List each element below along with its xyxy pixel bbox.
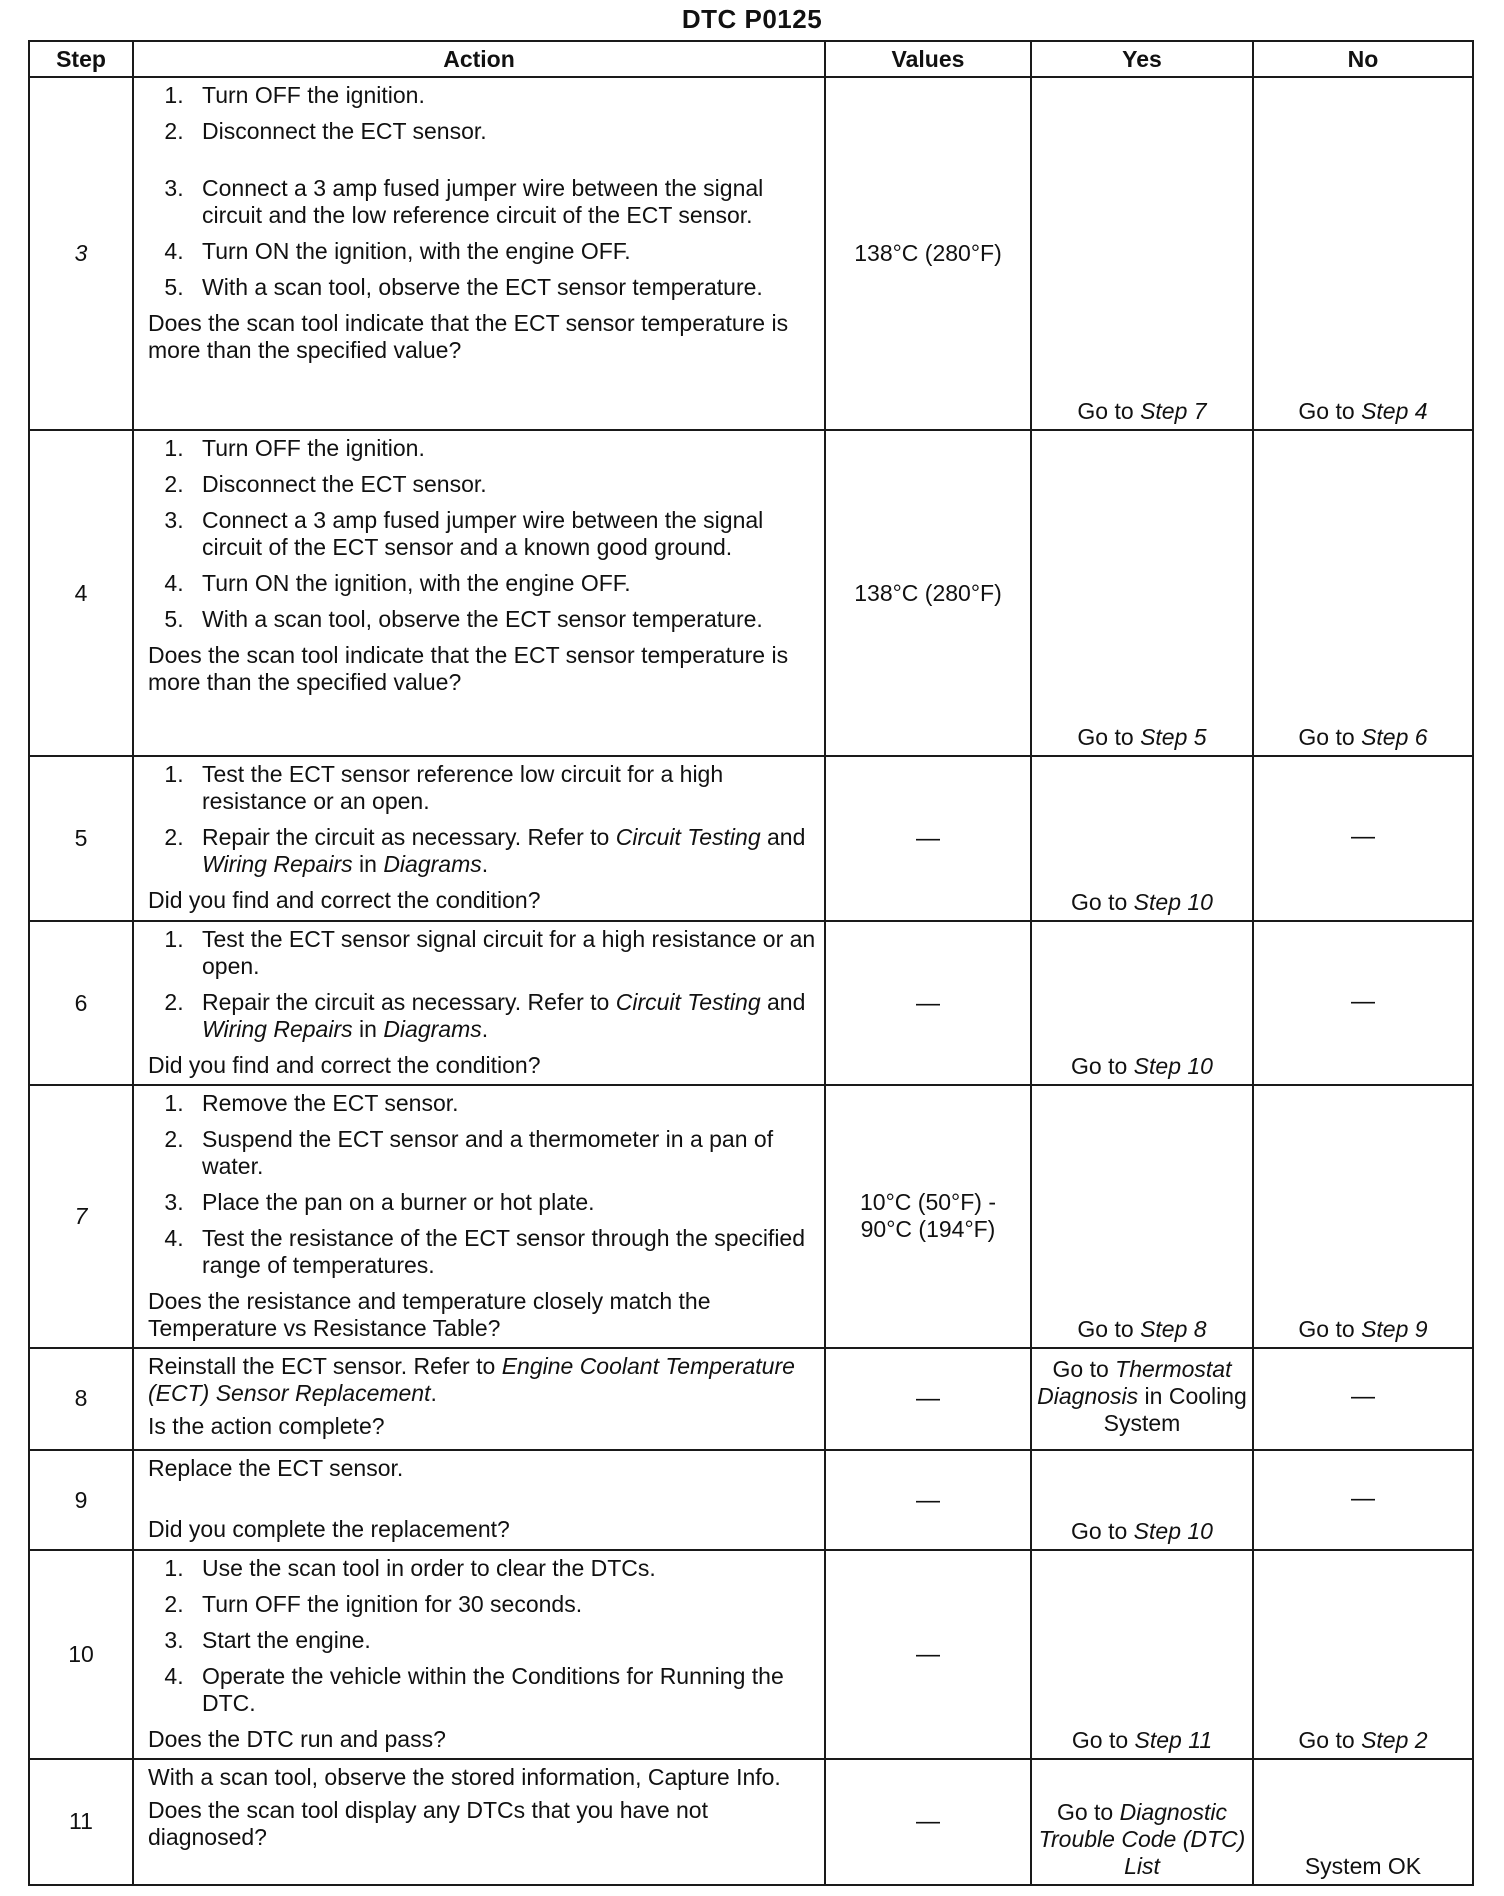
value-cell: —: [825, 1550, 1031, 1758]
action-cell: [133, 1550, 825, 1758]
table-row: [29, 77, 1473, 430]
header-row: [29, 41, 1473, 77]
reference-link[interactable]: Diagnostic Trouble Code (DTC) List: [1038, 1799, 1246, 1879]
value-cell: —: [825, 1759, 1031, 1885]
question: Does the DTC run and pass?: [148, 1726, 446, 1753]
yes-cell: [1031, 77, 1253, 430]
action-cell: [133, 921, 825, 1085]
value-cell: —: [825, 756, 1031, 920]
table-row: [29, 1550, 1473, 1758]
no-cell: —: [1253, 1348, 1473, 1450]
list-item: 4. Turn ON the ignition, with the engine OFF.: [190, 238, 816, 265]
action-cell: [133, 1348, 825, 1450]
page-title: DTC P0125: [681, 4, 823, 34]
reference-link[interactable]: Diagrams: [383, 851, 482, 878]
no-cell: —: [1253, 921, 1473, 1085]
goto-text: Go to: [1056, 1799, 1114, 1825]
list-item: 1. Turn OFF the ignition.: [190, 435, 816, 462]
step-number: 9: [29, 1450, 133, 1550]
step-link[interactable]: Step 7: [1140, 397, 1207, 424]
value-cell: —: [825, 1348, 1031, 1450]
list-item: 5. With a scan tool, observe the ECT sensor temperature.: [190, 274, 816, 301]
goto-text: Go to: [1071, 1518, 1128, 1545]
yes-cell: [1031, 1550, 1253, 1758]
question: Does the scan tool indicate that the ECT sensor temperature is more than the specified value?: [148, 310, 789, 363]
action-list: [148, 435, 816, 633]
reference-link[interactable]: Circuit Testing: [615, 988, 761, 1015]
list-item: 2. Suspend the ECT sensor and a thermometer in a pan of water.: [190, 1126, 816, 1180]
no-cell: —: [1253, 1450, 1473, 1550]
step-link[interactable]: Step 10: [1133, 1053, 1213, 1080]
step-number: 11: [29, 1759, 133, 1885]
step-link[interactable]: Step 8: [1140, 1315, 1207, 1342]
value-cell: 138°C (280°F): [825, 430, 1031, 757]
table-row: [29, 756, 1473, 920]
list-item: 1. Use the scan tool in order to clear the DTCs.: [190, 1555, 816, 1582]
action-text: Reinstall the ECT sensor. Refer to Engine Coolant Temperature (ECT) Sensor Replacement.: [148, 1352, 795, 1406]
action-cell: [133, 1085, 825, 1348]
goto-text: Go to: [1052, 1356, 1109, 1383]
list-item: 3. Place the pan on a burner or hot plate.: [190, 1189, 816, 1216]
question: Did you find and correct the condition?: [148, 1051, 541, 1078]
question: Does the scan tool indicate that the ECT sensor temperature is more than the specified value?: [148, 641, 789, 695]
question: Does the scan tool display any DTCs that you have not diagnosed?: [148, 1796, 708, 1850]
list-item: 2. Disconnect the ECT sensor.: [190, 471, 816, 498]
step-link[interactable]: Step 11: [1134, 1726, 1213, 1753]
question: Is the action complete?: [148, 1412, 385, 1439]
col-header-step: Step: [29, 41, 133, 77]
list-item: 3. Connect a 3 amp fused jumper wire between the signal circuit and the low reference circuit of the ECT sensor.: [190, 175, 816, 229]
no-cell: [1253, 430, 1473, 757]
action-cell: [133, 756, 825, 920]
list-item: 1. Test the ECT sensor signal circuit for a high resistance or an open.: [190, 926, 816, 980]
action-list: [148, 82, 816, 301]
goto-text: Go to: [1298, 397, 1355, 424]
no-cell: System OK: [1253, 1759, 1473, 1885]
table-row: [29, 1759, 1473, 1885]
question: Does the resistance and temperature closely match the Temperature vs Resistance Table?: [148, 1288, 711, 1342]
list-item: 1. Test the ECT sensor reference low circuit for a high resistance or an open.: [190, 761, 816, 815]
value-cell: —: [825, 921, 1031, 1085]
question: Did you find and correct the condition?: [148, 887, 541, 914]
reference-link[interactable]: Cooling System: [1103, 1383, 1247, 1437]
reference-link[interactable]: Diagrams: [383, 1015, 482, 1042]
goto-text: Go to: [1298, 1315, 1355, 1342]
step-number: 10: [29, 1550, 133, 1758]
action-list: [148, 926, 816, 1043]
step-link[interactable]: Step 10: [1133, 888, 1213, 915]
action-text: Replace the ECT sensor.: [148, 1455, 404, 1481]
col-header-values: Values: [825, 41, 1031, 77]
action-cell: [133, 430, 825, 757]
list-item: 2. Repair the circuit as necessary. Refer to Circuit Testing and Wiring Repairs in Diagrams.: [190, 824, 816, 878]
yes-cell: [1031, 1450, 1253, 1550]
step-link[interactable]: Step 2: [1361, 1726, 1428, 1753]
step-number: 7: [29, 1085, 133, 1348]
goto-text: Go to: [1077, 724, 1134, 751]
step-number: 4: [29, 430, 133, 757]
reference-link[interactable]: Circuit Testing: [615, 824, 761, 851]
step-link[interactable]: Step 6: [1361, 724, 1428, 751]
list-item: 3. Connect a 3 amp fused jumper wire between the signal circuit of the ECT sensor and a known good ground.: [190, 507, 816, 561]
yes-cell: Go to Thermostat Diagnosis in Cooling System: [1031, 1348, 1253, 1450]
step-link[interactable]: Step 10: [1133, 1518, 1213, 1545]
step-number: 5: [29, 756, 133, 920]
reference-link[interactable]: Engine Coolant Temperature (ECT) Sensor Replacement: [148, 1352, 795, 1406]
list-item: 1. Remove the ECT sensor.: [190, 1090, 816, 1117]
list-item: 4. Test the resistance of the ECT sensor through the specified range of temperatures.: [190, 1225, 816, 1279]
action-list: [148, 761, 816, 878]
list-item: 3. Start the engine.: [190, 1627, 816, 1654]
list-item: 5. With a scan tool, observe the ECT sensor temperature.: [190, 606, 816, 633]
list-item: 4. Turn ON the ignition, with the engine OFF.: [190, 570, 816, 597]
yes-cell: [1031, 756, 1253, 920]
list-item: 2. Turn OFF the ignition for 30 seconds.: [190, 1591, 816, 1618]
goto-text: Go to: [1298, 1726, 1355, 1753]
question: Did you complete the replacement?: [148, 1516, 510, 1542]
goto-text: Go to: [1077, 1315, 1134, 1342]
table-row: [29, 921, 1473, 1085]
step-number: 8: [29, 1348, 133, 1450]
list-item: 4. Operate the vehicle within the Conditions for Running the DTC.: [190, 1663, 816, 1717]
action-cell: [133, 77, 825, 430]
yes-cell: [1031, 1759, 1253, 1885]
reference-link[interactable]: Wiring Repairs: [202, 1015, 353, 1042]
no-cell: [1253, 77, 1473, 430]
no-cell: [1253, 1550, 1473, 1758]
dtc-table: [28, 40, 1474, 1886]
action-text: With a scan tool, observe the stored information, Capture Info.: [148, 1763, 781, 1790]
action-cell: [133, 1450, 825, 1550]
action-list: [148, 1090, 816, 1279]
list-item: 1. Turn OFF the ignition.: [190, 82, 816, 109]
col-header-action: Action: [133, 41, 825, 77]
col-header-no: No: [1253, 41, 1473, 77]
step-link[interactable]: Step 5: [1140, 724, 1207, 751]
step-link[interactable]: Step 4: [1361, 397, 1428, 424]
goto-text: Go to: [1298, 724, 1355, 751]
yes-cell: [1031, 1085, 1253, 1348]
list-item: 2. Disconnect the ECT sensor.: [190, 118, 816, 145]
yes-cell: [1031, 921, 1253, 1085]
col-header-yes: Yes: [1031, 41, 1253, 77]
goto-text: Go to: [1077, 397, 1134, 424]
action-cell: [133, 1759, 825, 1885]
step-number: 6: [29, 921, 133, 1085]
reference-link[interactable]: Thermostat Diagnosis: [1037, 1356, 1232, 1410]
list-item: 2. Repair the circuit as necessary. Refer to Circuit Testing and Wiring Repairs in Diagrams.: [190, 989, 816, 1043]
value-cell: 138°C (280°F): [825, 77, 1031, 430]
goto-text: Go to: [1071, 1053, 1128, 1080]
table-row: [29, 1450, 1473, 1550]
value-cell: —: [825, 1450, 1031, 1550]
step-number: 3: [29, 77, 133, 430]
value-cell: 10°C (50°F) - 90°C (194°F): [825, 1085, 1031, 1348]
table-row: [29, 430, 1473, 757]
no-cell: [1253, 1085, 1473, 1348]
reference-link[interactable]: Wiring Repairs: [202, 851, 353, 878]
step-link[interactable]: Step 9: [1361, 1315, 1428, 1342]
goto-text: Go to: [1071, 888, 1128, 915]
table-row: [29, 1348, 1473, 1450]
action-list: [148, 1555, 816, 1717]
table-row: [29, 1085, 1473, 1348]
yes-cell: [1031, 430, 1253, 757]
goto-text: Go to: [1071, 1726, 1129, 1753]
no-cell: —: [1253, 756, 1473, 920]
